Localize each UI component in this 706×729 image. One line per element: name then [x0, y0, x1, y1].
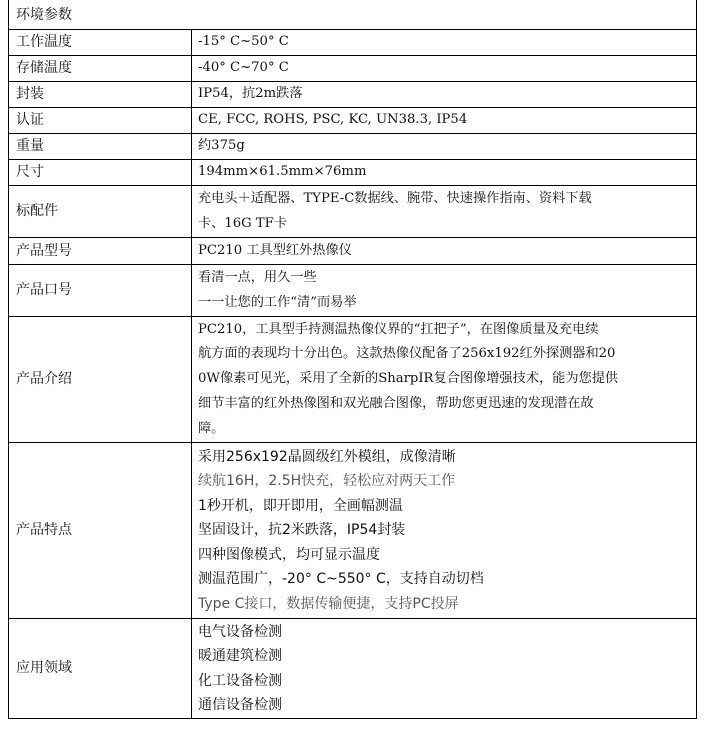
row-value: [192, 619, 697, 719]
table-row: [9, 265, 697, 317]
row-label: 工作温度: [9, 30, 192, 56]
value-line: 通信设备检测: [198, 697, 282, 713]
section-header: 环境参数: [9, 0, 697, 30]
row-label: 产品特点: [9, 443, 192, 619]
value-line: 续航16H，2.5H快充，轻松应对两天工作: [198, 473, 456, 490]
table-row: [9, 619, 697, 719]
value-line: Type C接口，数据传输便捷，支持PC投屏: [198, 595, 459, 612]
table-row: [9, 317, 697, 443]
value-line: 一一让您的工作“清”而易举: [198, 294, 357, 310]
row-value: [192, 317, 697, 443]
row-label: 产品型号: [9, 238, 192, 265]
row-label: 存储温度: [9, 56, 192, 82]
row-value: [192, 265, 697, 317]
value-line: 细节丰富的红外热像图和双光融合图像，帮助您更迅速的发现潜在故: [198, 395, 594, 411]
table-row: [9, 0, 697, 30]
row-value: [192, 443, 697, 619]
table-row: [9, 108, 697, 134]
row-value: -15° C~50° C: [192, 30, 697, 56]
table-row: [9, 30, 697, 56]
table-row: [9, 186, 697, 238]
table-row: [9, 238, 697, 265]
row-value: 194mm×61.5mm×76mm: [192, 160, 697, 186]
row-label: 产品口号: [9, 265, 192, 317]
row-label: 标配件: [9, 186, 192, 238]
value-line: 障。: [198, 420, 225, 436]
table-row: [9, 134, 697, 160]
row-value: CE, FCC, ROHS, PSC, KC, UN38.3, IP54: [192, 108, 697, 134]
value-line: 航方面的表现均十分出色。这款热像仪配备了256x192红外探测器和20: [198, 346, 616, 362]
table-row: [9, 82, 697, 108]
row-label: 应用领域: [9, 619, 192, 719]
value-line: 充电头＋适配器、TYPE-C数据线、腕带、快速操作指南、资料下载: [198, 190, 592, 206]
row-value: IP54，抗2m跌落: [192, 82, 697, 108]
value-line: 看清一点，用久一些: [198, 269, 317, 285]
row-label: 封装: [9, 82, 192, 108]
row-label: 认证: [9, 108, 192, 134]
row-value: 约375g: [192, 134, 697, 160]
row-label: 产品介绍: [9, 317, 192, 443]
table-row: [9, 56, 697, 82]
value-line: 采用256x192晶圆级红外模组，成像清晰: [198, 448, 456, 465]
value-line: 化工设备检测: [198, 672, 282, 689]
value-line: 0W像素可见光，采用了全新的SharpIR复合图像增强技术，能为您提供: [198, 371, 619, 387]
value-line: 暖通建筑检测: [198, 648, 282, 664]
row-value: [192, 186, 697, 238]
spec-table: [8, 0, 697, 719]
value-line: 坚固设计，抗2米跌落，IP54封装: [198, 522, 406, 539]
value-line: 电气设备检测: [198, 623, 282, 640]
row-label: 尺寸: [9, 160, 192, 186]
value-line: PC210，工具型手持测温热像仪界的“扛把子”，在图像质量及充电续: [198, 321, 599, 337]
value-line: 1秒开机，即开即用，全画幅测温: [198, 497, 403, 514]
row-value: -40° C~70° C: [192, 56, 697, 82]
row-value: PC210 工具型红外热像仪: [192, 238, 697, 265]
row-label: 重量: [9, 134, 192, 160]
table-row: [9, 443, 697, 619]
value-line: 测温范围广，-20° C~550° C，支持自动切档: [198, 571, 484, 588]
value-line: 四种图像模式，均可显示温度: [198, 546, 380, 563]
table-row: [9, 160, 697, 186]
value-line: 卡、16G TF卡: [198, 215, 288, 231]
